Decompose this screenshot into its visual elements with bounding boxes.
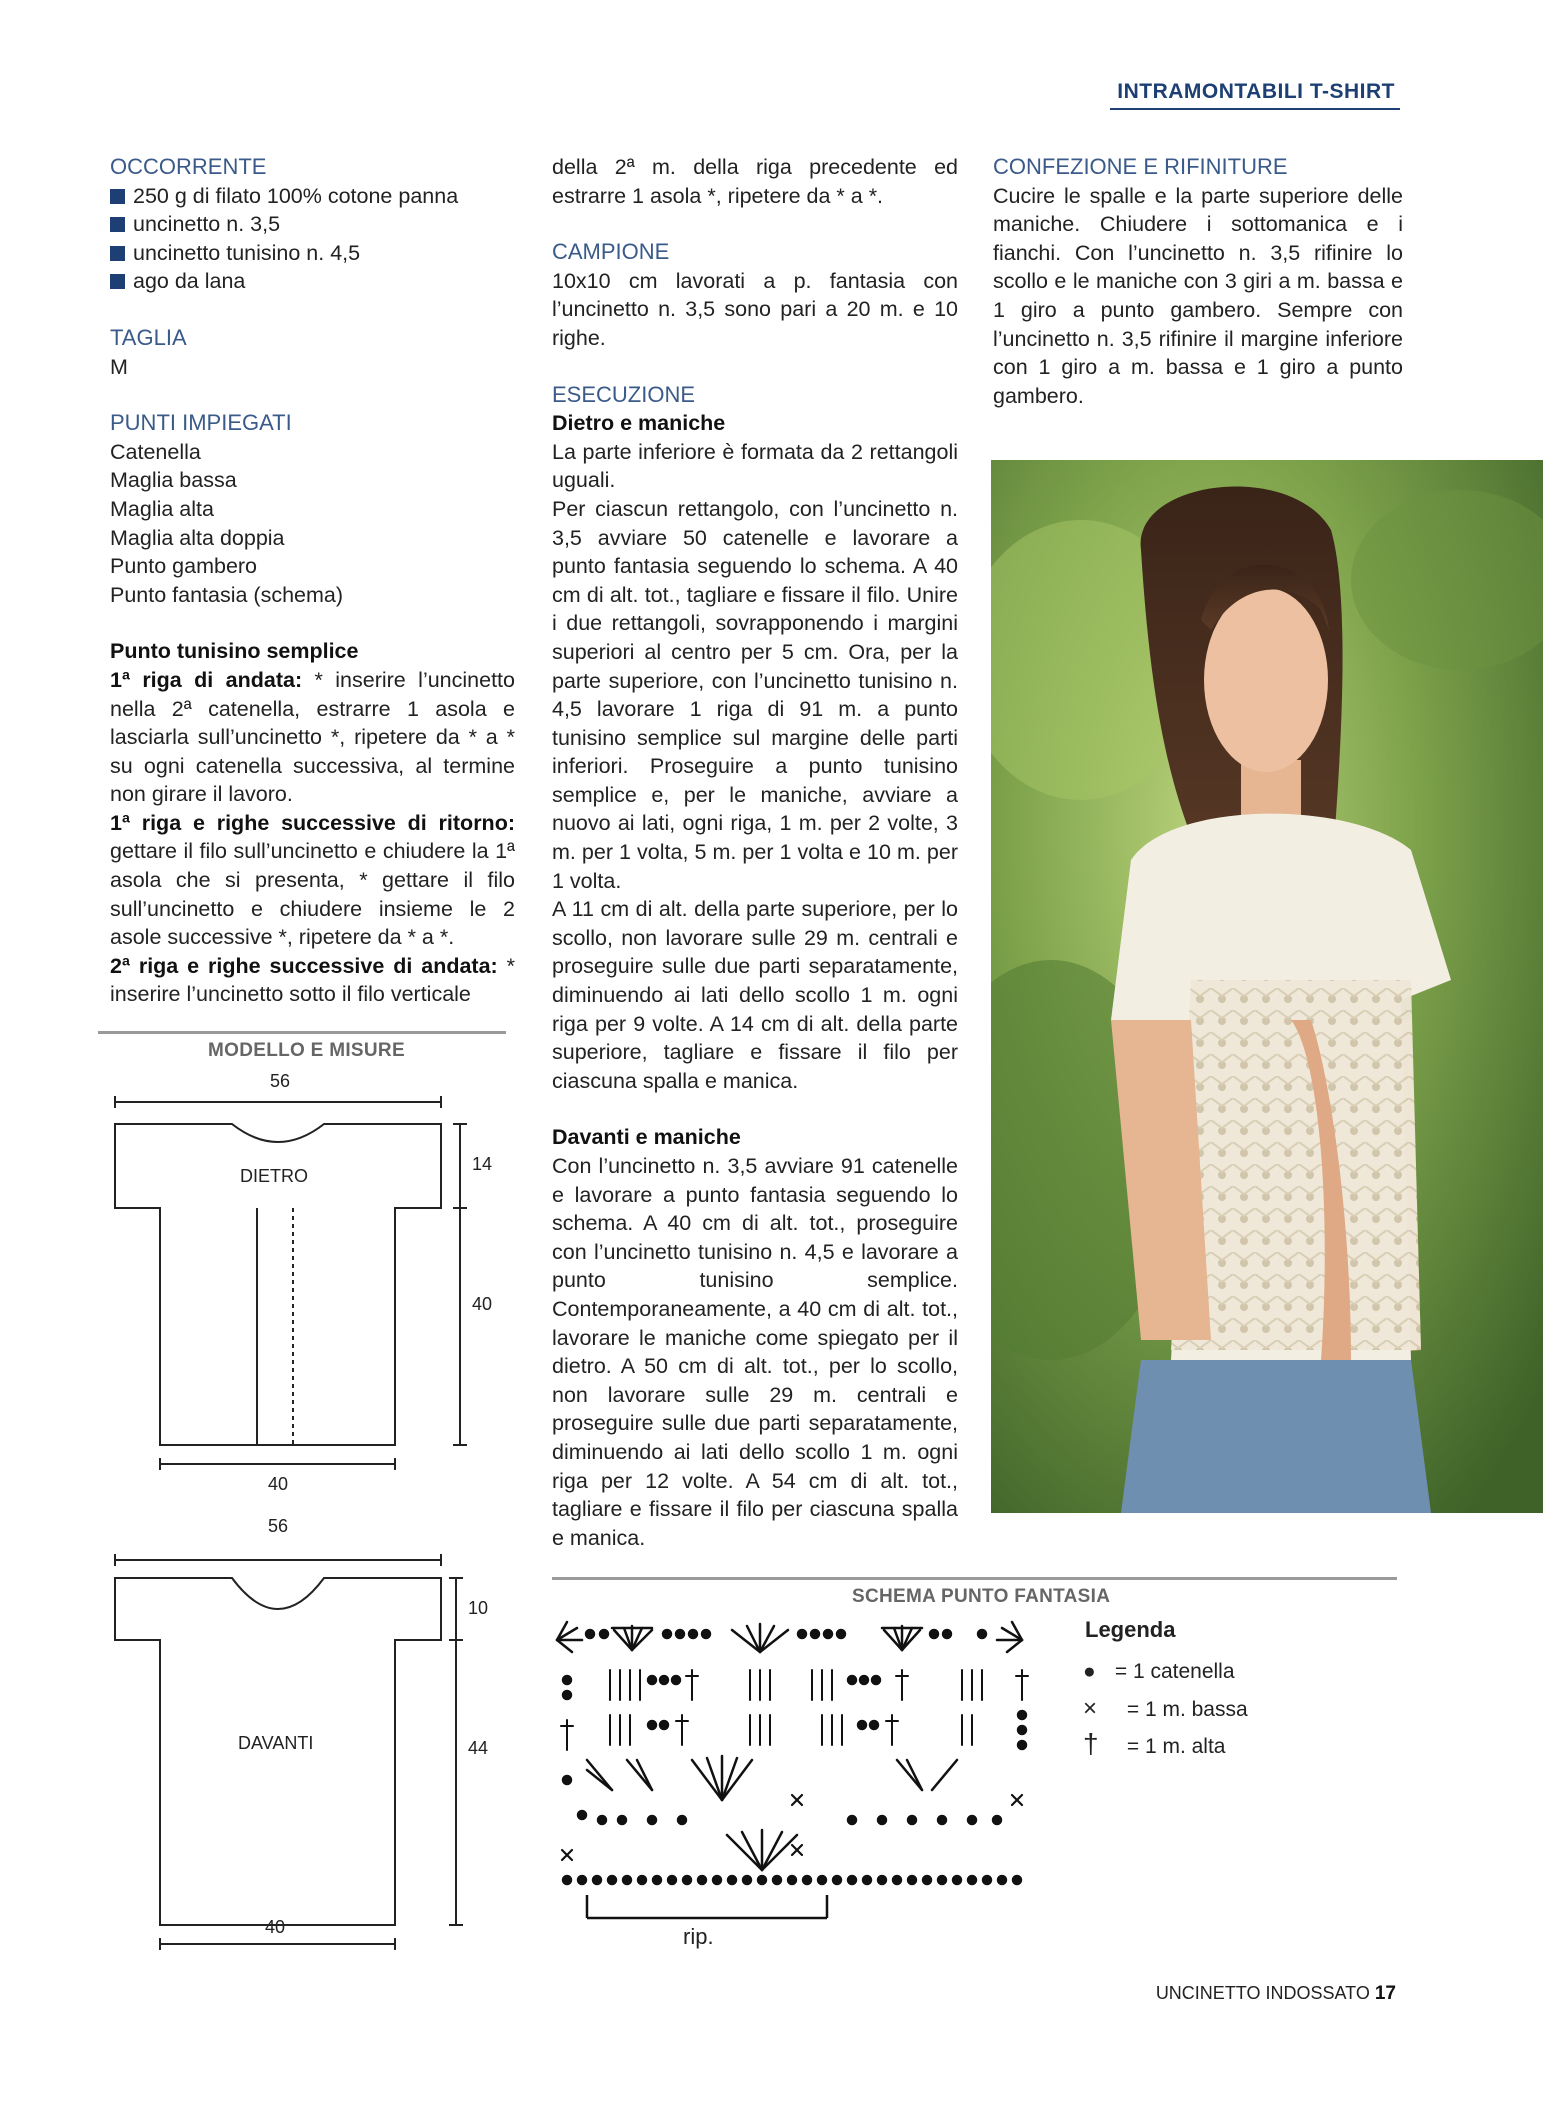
dietro-top-width: 56 — [270, 1071, 291, 1091]
occorrente-heading: OCCORRENTE — [110, 154, 267, 179]
rip-label: rip. — [683, 1924, 714, 1949]
fan-icon — [732, 1624, 788, 1652]
fan-icon — [587, 1756, 957, 1800]
fan-icon — [882, 1626, 922, 1650]
davanti-bottom-width: 40 — [265, 1917, 286, 1937]
punto-item: Punto fantasia (schema) — [110, 582, 344, 607]
punto-item: Maglia alta — [110, 496, 214, 521]
column-2 — [552, 153, 958, 1552]
dietro-paragraph-1: La parte inferiore è formata da 2 rettangoli uguali. — [552, 439, 958, 493]
dietro-schematic — [95, 1060, 515, 1500]
square-bullet-icon — [110, 217, 125, 232]
stitch-chart — [552, 1620, 1047, 1920]
dietro-paragraph-2: Per ciascun rettangolo, con l’uncinetto n. 3,5 avviare 50 catenelle e lavorare a punto fantasia seguendo lo schema. A 40 cm di alt. tot., tagliare e fissare il filo. Unire i due rettangoli, sovrapponendo i margini superiori al centro per 5 cm. Ora, per la parte superiore, con l’uncinetto tunisino n. 4,5 lavorare 1 riga di 91 m. a punto tunisino semplice sul margine delle parti inferiori. Proseguire a punto tunisino semplice e, per le maniche, avviare a nuovo ai lati, ogni riga, 1 m. per 2 volte, 3 m. per 1 volta, 5 m. per 1 volta e 10 m. per 1 volta. — [552, 496, 958, 893]
taglia-value: M — [110, 354, 128, 379]
davanti-lower-height: 44 — [468, 1738, 489, 1758]
cross-icon: × — [1083, 1695, 1098, 1722]
continuation-text: della 2ª m. della riga precedente ed estrarre 1 asola *, ripetere da * a *. — [552, 155, 958, 208]
running-header: INTRAMONTABILI T-SHIRT — [1117, 80, 1395, 103]
legend-row-chain: ● = 1 catenella — [1083, 1660, 1235, 1683]
dietro-upper-height: 14 — [472, 1154, 493, 1174]
davanti-paragraph-1: Con l’uncinetto n. 3,5 avviare 91 catenelle e lavorare a punto fantasia seguendo lo schema. A 40 cm di alt. tot., proseguire con l’uncinetto tunisino n. 4,5 e lavorare a punto tunisino semplice. Contemporaneamente, a 40 cm di alt. tot., lavorare le maniche come spiegato per il dietro. A 50 cm di alt. tot., per lo scollo, non lavorare sulle 29 m. centrali e proseguire sulle due parti separatamente, diminuendo ai lati dello scollo 1 m. ogni riga per 12 volte. A 54 cm di alt. tot., tagliare e fissare il filo per ciascuna spalla e manica. — [552, 1154, 958, 1550]
dietro-bottom-width: 40 — [268, 1474, 289, 1494]
model-photo-illustration — [991, 460, 1543, 1513]
legend-row-single: × = 1 m. bassa — [1083, 1695, 1248, 1722]
modello-caption: MODELLO E MISURE — [208, 1040, 405, 1061]
occorrente-item: ago da lana — [110, 267, 515, 296]
campione-text: 10x10 cm lavorati a p. fantasia con l’uncinetto n. 3,5 sono pari a 20 m. e 10 righe. — [552, 268, 958, 350]
square-bullet-icon — [110, 189, 125, 204]
esecuzione-heading: ESECUZIONE — [552, 381, 696, 407]
dietro-paragraph-3: A 11 cm di alt. della parte superiore, per lo scollo, non lavorare sulle 29 m. centrali e proseguire sulle due parti separatamente, diminuendo ai lati dello scollo 1 m. ogni riga per 9 volte. A 14 cm di alt. della parte superiore, tagliare e fissare il filo per ciascuna spalla e manica. — [552, 897, 958, 1093]
davanti-upper-height: 10 — [468, 1598, 489, 1618]
dietro-label: DIETRO — [240, 1166, 309, 1186]
column-1 — [110, 153, 515, 1009]
dagger-icon: † — [1083, 1728, 1099, 1759]
schema-caption: SCHEMA PUNTO FANTASIA — [852, 1586, 1111, 1607]
tunisino-paragraph-2: 1ª riga e righe successive di ritorno: gettare il filo sull’uncinetto e chiudere la 1ª asola che si presenta, * gettare il filo sull’uncinetto e chiudere insieme le 2 asole successive *, ripetere da * a *. — [110, 810, 515, 950]
modello-rule — [98, 1031, 506, 1034]
magazine-name: UNCINETTO INDOSSATO — [1155, 1983, 1370, 2003]
dietro-lower-height: 40 — [472, 1294, 493, 1314]
davanti-top-width: 56 — [268, 1516, 289, 1536]
model-photo — [991, 460, 1543, 1513]
schema-rule — [552, 1577, 1397, 1580]
page-number: 17 — [1374, 1983, 1396, 2004]
header-rule — [1110, 108, 1400, 110]
punto-item: Catenella — [110, 439, 201, 464]
punto-item: Punto gambero — [110, 554, 258, 579]
tunisino-heading: Punto tunisino semplice — [110, 639, 359, 664]
dietro-heading: Dietro e maniche — [552, 411, 726, 436]
campione-heading: CAMPIONE — [552, 239, 670, 265]
occorrente-item: 250 g di filato 100% cotone panna — [110, 182, 515, 211]
column-3 — [993, 153, 1403, 410]
confezione-heading: CONFEZIONE E RIFINITURE — [993, 154, 1288, 179]
davanti-heading: Davanti e maniche — [552, 1125, 741, 1150]
page-footer — [1156, 1983, 1396, 2005]
tunisino-paragraph-1: 1ª riga di andata: * inserire l’uncinetto nella 2ª catenella, estrarre 1 asola e lasciarla sull’uncinetto *, ripetere da * a * su ogni catenella successiva, al termine non girare il lavoro. — [110, 667, 515, 807]
fan-icon — [727, 1830, 797, 1870]
taglia-heading: TAGLIA — [110, 324, 187, 350]
fan-icon — [997, 1622, 1022, 1652]
legend-title: Legenda — [1085, 1617, 1176, 1642]
legend-row-double: † = 1 m. alta — [1083, 1728, 1226, 1759]
square-bullet-icon — [110, 246, 125, 261]
fan-icon — [557, 1622, 582, 1652]
punti-heading: PUNTI IMPIEGATI — [110, 410, 292, 436]
punto-item: Maglia bassa — [110, 468, 237, 493]
punto-item: Maglia alta doppia — [110, 525, 285, 550]
tunisino-paragraph-3: 2ª riga e righe successive di andata: * inserire l’uncinetto sotto il filo verticale — [110, 953, 515, 1007]
chain-dot-icon: ● — [1083, 1660, 1096, 1683]
square-bullet-icon — [110, 274, 125, 289]
confezione-text: Cucire le spalle e la parte superiore delle maniche. Chiudere i sottomanica e i fianchi. Con l’uncinetto n. 3,5 rifinire lo scollo e le maniche con 3 giri a m. bassa e 1 giro a punto gambero. Sempre con l’uncinetto n. 3,5 rifinire il margine inferiore con 1 giro a m. bassa e 1 giro a punto gambero. — [993, 183, 1403, 408]
occorrente-item: uncinetto n. 3,5 — [110, 210, 515, 239]
fan-icon — [612, 1626, 652, 1650]
davanti-label: DAVANTI — [238, 1733, 314, 1753]
occorrente-item: uncinetto tunisino n. 4,5 — [110, 239, 515, 268]
